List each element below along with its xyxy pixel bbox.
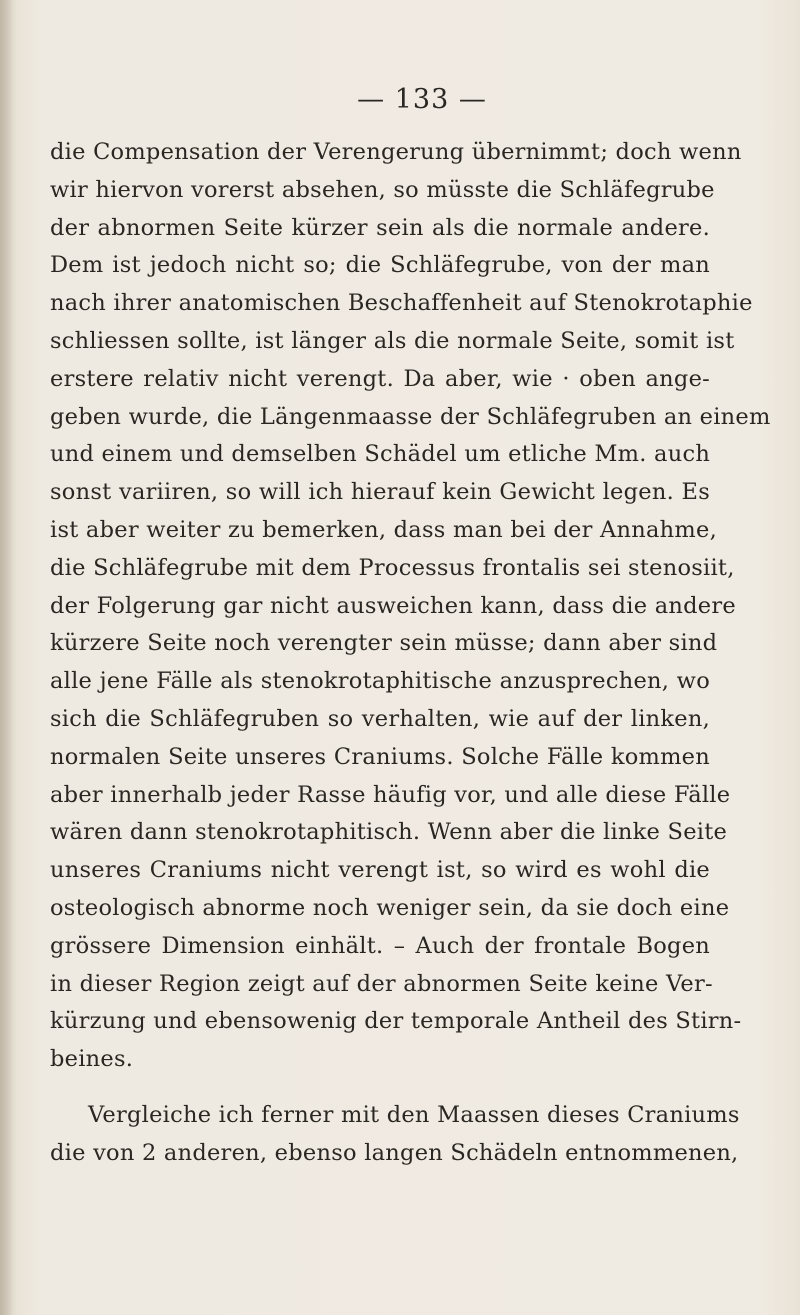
text-line: in dieser Region zeigt auf der abnormen Seite keine Ver- (50, 970, 713, 997)
text-line: wären dann stenokrotaphitisch. Wenn aber die linke Seite (50, 819, 728, 846)
text-line: nach ihrer anatomischen Beschaffenheit auf Stenokrotaphie (50, 290, 753, 317)
text-line: grössere Dimension einhält. – Auch der frontale Bogen (50, 932, 710, 959)
text-line: Vergleiche ich ferner mit den Maassen dieses Craniums (88, 1101, 740, 1128)
text-line: wir hiervon vorerst absehen, so müsste die Schläfegrube (50, 176, 715, 203)
body-text (50, 134, 771, 1173)
page-number: — 133 — (357, 84, 487, 115)
binding-gutter (0, 0, 14, 1315)
text-line: der Folgerung gar nicht ausweichen kann, dass die andere (50, 592, 736, 619)
text-line: schliessen sollte, ist länger als die normale Seite, somit ist (50, 327, 735, 354)
text-line: Dem ist jedoch nicht so; die Schläfegrube, von der man (50, 252, 710, 279)
text-line: der abnormen Seite kürzer sein als die normale andere. (50, 214, 710, 241)
text-line: geben wurde, die Längenmaasse der Schläfegruben an einem (50, 403, 771, 430)
text-line: beines. (50, 1046, 134, 1073)
text-line: kürzung und ebensowenig der temporale Antheil des Stirn- (50, 1008, 742, 1035)
text-line: normalen Seite unseres Craniums. Solche Fälle kommen (50, 743, 710, 770)
text-line: alle jene Fälle als stenokrotaphitische anzusprechen, wo (50, 668, 710, 695)
text-line: kürzere Seite noch verengter sein müsse; dann aber sind (50, 630, 718, 657)
text-line: unseres Craniums nicht verengt ist, so wird es wohl die (50, 857, 710, 884)
text-line: erstere relativ nicht verengt. Da aber, wie · oben ange- (50, 365, 710, 392)
text-line: ist aber weiter zu bemerken, dass man bei der Annahme, (50, 516, 717, 543)
text-line: die von 2 anderen, ebenso langen Schädeln entnommenen, (50, 1139, 739, 1166)
text-line: die Schläfegrube mit dem Processus frontalis sei stenosiit, (50, 554, 735, 581)
text-line: sonst variiren, so will ich hierauf kein Gewicht legen. Es (50, 479, 710, 506)
text-line: osteologisch abnorme noch weniger sein, da sie doch eine (50, 894, 730, 921)
text-line: aber innerhalb jeder Rasse häufig vor, und alle diese Fälle (50, 781, 731, 808)
paragraph-2 (50, 1097, 740, 1173)
text-line: die Compensation der Verengerung übernimmt; doch wenn (50, 139, 742, 165)
paragraph-spacer (50, 1079, 710, 1097)
text-line: sich die Schläfegruben so verhalten, wie auf der linken, (50, 705, 710, 732)
paragraph-1 (50, 134, 771, 1079)
text-line: und einem und demselben Schädel um etliche Mm. auch (50, 441, 711, 468)
